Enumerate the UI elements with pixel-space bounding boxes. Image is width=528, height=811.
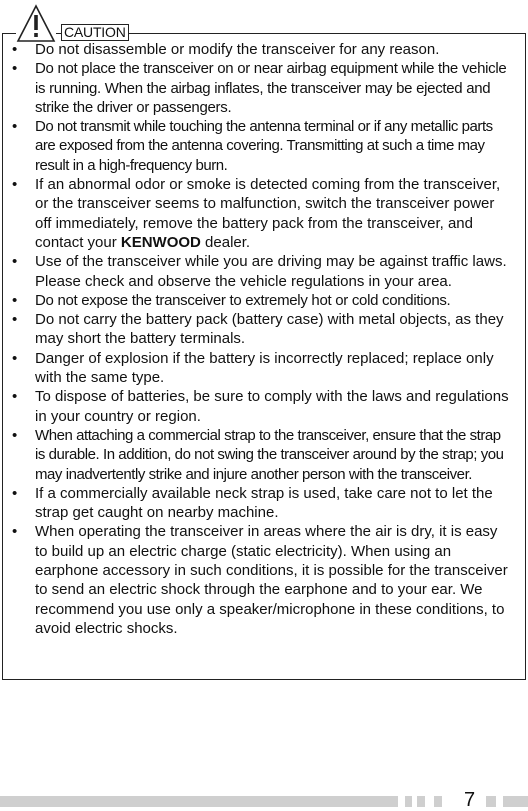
- list-item: [2, 484, 526, 523]
- list-item: [2, 426, 526, 484]
- item-text: When attaching a commercial strap to the transceiver, ensure that the strap is durable. In addition, do not swing the transceiver around by the strap; you may inadvertently strike and injure another person with the transceiver.: [35, 426, 504, 483]
- footer-decor-block: [503, 796, 528, 807]
- bullet: •: [12, 176, 18, 194]
- bullet: •: [12, 41, 18, 58]
- bullet: •: [12, 349, 18, 367]
- list-item: [2, 349, 526, 388]
- item-text: When operating the transceiver in areas where the air is dry, it is easy to build up an electric charge (static electricity). When using an earphone accessory in such conditions, it is possible for the transceiver to send an electric shock through the earphone and to your ear. We recommend you use only a speaker/microphone in these conditions, to avoid electric shocks.: [35, 523, 508, 637]
- item-text: Do not expose the transceiver to extremely hot or cold conditions.: [35, 291, 451, 309]
- bullet: •: [12, 118, 18, 136]
- brand-name: KENWOOD: [120, 233, 201, 251]
- list-item: [2, 291, 526, 310]
- caution-list: [2, 40, 526, 638]
- footer-decor-block: [486, 796, 496, 807]
- list-item: [2, 40, 526, 59]
- list-item: [2, 522, 526, 638]
- list-item: [2, 175, 526, 252]
- item-text-after: dealer.: [200, 233, 251, 251]
- footer-decor-block: [417, 796, 425, 807]
- item-text: Danger of explosion if the battery is incorrectly replaced; replace only with the same type.: [35, 349, 494, 387]
- list-item: [2, 387, 526, 426]
- footer-decor-bar: [0, 796, 398, 807]
- bullet: •: [12, 523, 18, 541]
- item-text: To dispose of batteries, be sure to comply with the laws and regulations in your country or region.: [35, 388, 509, 425]
- bullet: •: [12, 253, 18, 271]
- caution-label: CAUTION: [61, 24, 129, 41]
- footer-decor-block: [434, 796, 442, 807]
- list-item: [2, 117, 526, 175]
- bullet: •: [12, 311, 18, 329]
- item-text: Use of the transceiver while you are driving may be against traffic laws. Please check and observe the vehicle regulations in your area.: [35, 253, 507, 290]
- bullet: •: [12, 426, 18, 444]
- list-item: [2, 310, 526, 349]
- bullet: •: [12, 388, 18, 406]
- bullet: •: [12, 291, 18, 309]
- item-text: Do not disassemble or modify the transceiver for any reason.: [35, 41, 440, 58]
- item-text: Do not transmit while touching the antenna terminal or if any metallic parts are exposed from the antenna covering. Transmitting at such a time may result in a high-frequency burn.: [35, 118, 493, 174]
- item-text: Do not place the transceiver on or near airbag equipment while the vehicle is running. When the airbag inflates, the transceiver may be ejected and strike the driver or passengers.: [35, 60, 507, 116]
- item-text: [35, 175, 514, 252]
- list-item: [2, 59, 526, 117]
- item-text-before: If an abnormal odor or smoke is detected coming from the transceiver, or the transceiver seems to malfunction, switch the transceiver power off immediately, remove the battery pack from the transceiver, and contact your: [35, 176, 501, 251]
- list-item: [2, 252, 526, 291]
- page-number: 7: [464, 789, 476, 811]
- bullet: •: [12, 484, 18, 502]
- footer-decor-block: [405, 796, 412, 807]
- item-text: If a commercially available neck strap is used, take care not to let the strap get caught on nearby machine.: [35, 484, 493, 522]
- item-text: Do not carry the battery pack (battery case) with metal objects, as they may short the battery terminals.: [35, 311, 504, 348]
- bullet: •: [12, 60, 18, 78]
- warning-triangle-icon: [16, 4, 56, 44]
